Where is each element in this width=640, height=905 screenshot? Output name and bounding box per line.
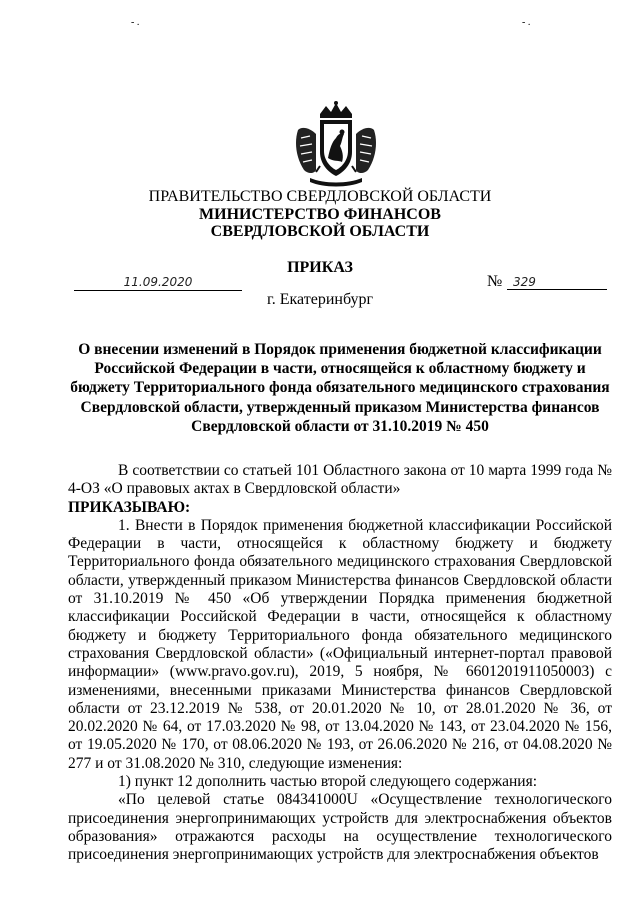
order-word: ПРИКАЗЫВАЮ: [68,498,191,516]
order-subject: О внесении изменений в Порядок применения бюджетной классификации Российской Федерации в части, относящейся к областному бюджету и бюджету Территориального фонда обязательного медицинского страхования Свердловской области, утвержденный приказом Министерства финансов Свердловской области от 31.10.2019 № 450 [70,341,610,435]
scan-mark-right: - . [522,17,531,28]
region-title: СВЕРДЛОВСКОЙ ОБЛАСТИ [210,223,430,240]
order-city: г. Екатеринбург [266,291,374,308]
scan-mark-left: - . [131,17,140,28]
quoted-text-paragraph: «По целевой статье 084341000U «Осуществление технологического присоединения энергопринимающих устройств для электроснабжения объектов образования» отражаются расходы на осуществление технологического присоединения энергопринимающих устройств для электроснабжения объектов [68,791,612,864]
subitem-1-paragraph: 1) пункт 12 дополнить частью второй следующего содержания: [118,773,537,791]
order-date: 11.09.2020 [74,274,242,291]
government-title: ПРАВИТЕЛЬСТВО СВЕРДЛОВСКОЙ ОБЛАСТИ [148,188,492,205]
item-1-paragraph: 1. Внести в Порядок применения бюджетной классификации Российской Федерации в части, относящейся к областному бюджету и бюджету Территориального фонда обязательного медицинского страхования Свердловской области, утвержденный приказом Министерства финансов Свердловской области от 31.10.2019 № 450 «Об утверждении Порядка применения бюджетной классификации Российской Федерации в части, относящейся к областному бюджету и бюджету Территориального фонда обязательного медицинского страхования Свердловской области» («Официальный интернет-портал правовой информации» (www.pravo.gov.ru), 2019, 5 ноября, № 6601201911050003) с изменениями, внесенными приказами Министерства финансов Свердловской области от 23.12.2019 № 538, от 20.01.2020 № 10, от 28.01.2020 № 36, от 20.02.2020 № 64, от 17.03.2020 № 98, от 13.04.2020 № 143, от 23.04.2020 № 156, от 19.05.2020 № 170, от 08.06.2020 № 193, от 26.06.2020 № 216, от 04.08.2020 № 277 и от 31.08.2020 № 310, следующие изменения: [68,516,612,772]
order-title: ПРИКАЗ [287,259,353,276]
order-body [68,462,612,865]
coat-of-arms-icon [290,100,382,188]
ministry-title: МИНИСТЕРСТВО ФИНАНСОВ [199,206,441,223]
order-number-label: № [487,273,503,290]
order-number: 329 [507,274,607,290]
preamble-paragraph: В соответствии со статьей 101 Областного закона от 10 марта 1999 года № 4-ОЗ «О правовых актах в Свердловской области» [68,462,612,498]
